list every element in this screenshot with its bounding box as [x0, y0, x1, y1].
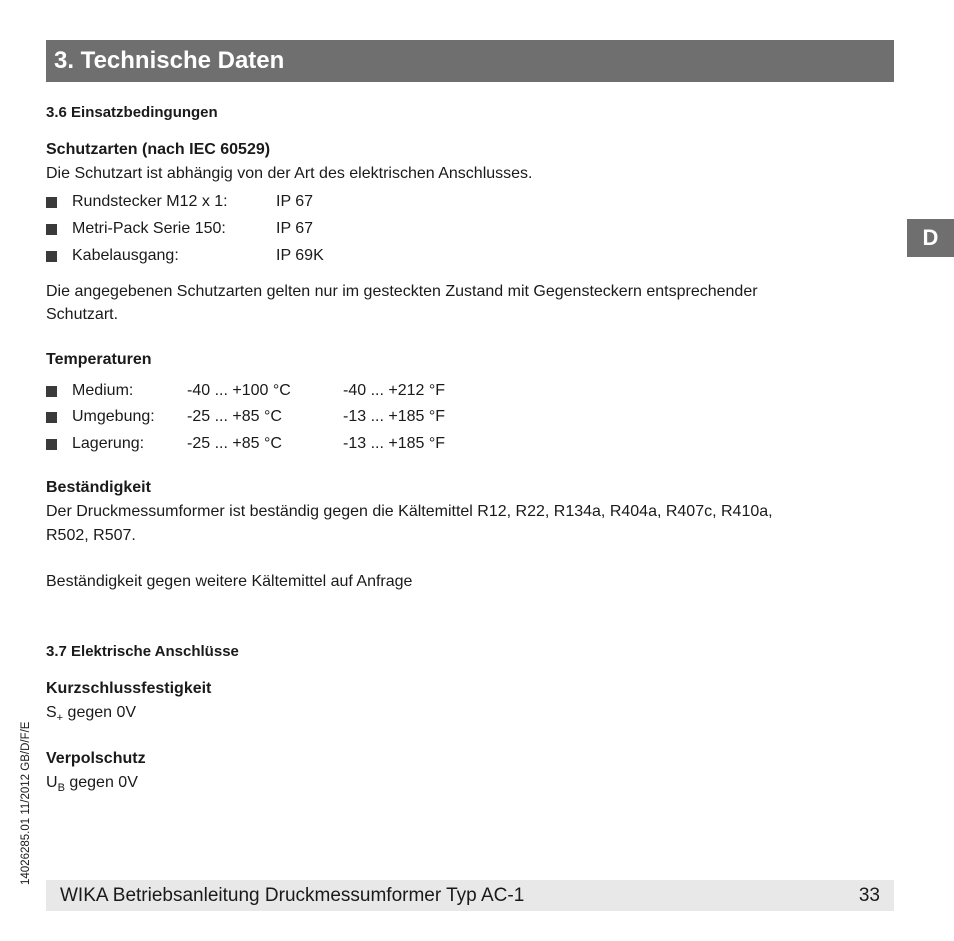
resistance-line-1: Der Druckmessumformer ist beständig gegen die Kältemittel R12, R22, R134a, R404a, R407c, R410a,	[46, 503, 773, 520]
temperature-label: Lagerung:	[72, 435, 145, 452]
table-row	[46, 381, 445, 401]
language-tab: D	[907, 219, 954, 257]
protection-value: IP 67	[276, 220, 314, 237]
reverse-polarity-heading: Verpolschutz	[46, 750, 146, 767]
temperature-fahrenheit: -13 ... +185 °F	[343, 435, 446, 452]
section-header-bar	[46, 40, 894, 82]
protection-note-line-1: Die angegebenen Schutzarten gelten nur im gesteckten Zustand mit Gegensteckern entsprechender	[46, 283, 758, 300]
page-number: 33	[858, 885, 880, 906]
resistance-line-3: Beständigkeit gegen weitere Kältemittel auf Anfrage	[46, 573, 413, 590]
short-circuit-text: $S_+$ gegen 0V	[46, 704, 137, 725]
document-code: 14026285.01 11/2012 GB/D/F/E	[20, 721, 32, 885]
protection-label: Metri-Pack Serie 150:	[72, 220, 226, 237]
table-row	[46, 434, 445, 454]
protection-value: IP 69K	[276, 247, 324, 264]
temperature-label: Umgebung:	[72, 408, 155, 425]
list-item	[46, 219, 313, 239]
temperature-celsius: -40 ... +100 °C	[187, 382, 291, 399]
resistance-heading: Beständigkeit	[46, 479, 151, 496]
temperature-fahrenheit: -13 ... +185 °F	[343, 408, 446, 425]
temperature-heading: Temperaturen	[46, 351, 152, 368]
bullet-square-icon	[46, 197, 57, 208]
protection-label: Rundstecker M12 x 1:	[72, 193, 228, 210]
protection-label: Kabelausgang:	[72, 247, 179, 264]
table-row	[46, 407, 445, 427]
temperature-fahrenheit: -40 ... +212 °F	[343, 382, 446, 399]
list-item	[46, 246, 324, 266]
temperature-celsius: -25 ... +85 °C	[187, 408, 282, 425]
protection-heading: Schutzarten (nach IEC 60529)	[46, 141, 271, 158]
temperature-celsius: -25 ... +85 °C	[187, 435, 282, 452]
temperature-label: Medium:	[72, 382, 134, 399]
resistance-line-2: R502, R507.	[46, 527, 136, 544]
protection-note-line-2: Schutzart.	[46, 306, 119, 323]
list-item	[46, 192, 313, 212]
section-title: 3. Technische Daten	[54, 47, 285, 74]
bullet-square-icon	[46, 439, 57, 450]
subsection-title-3-6: 3.6 Einsatzbedingungen	[46, 104, 218, 121]
subsection-title-3-7: 3.7 Elektrische Anschlüsse	[46, 643, 239, 660]
bullet-square-icon	[46, 251, 57, 262]
bullet-square-icon	[46, 412, 57, 423]
page-footer	[46, 880, 894, 911]
bullet-square-icon	[46, 386, 57, 397]
footer-title: WIKA Betriebsanleitung Druckmessumformer Typ AC-1	[60, 885, 525, 906]
bullet-square-icon	[46, 224, 57, 235]
protection-value: IP 67	[276, 193, 314, 210]
protection-intro: Die Schutzart ist abhängig von der Art des elektrischen Anschlusses.	[46, 165, 533, 182]
reverse-polarity-text: $U_B$ gegen 0V	[46, 774, 138, 795]
short-circuit-heading: Kurzschlussfestigkeit	[46, 680, 212, 697]
